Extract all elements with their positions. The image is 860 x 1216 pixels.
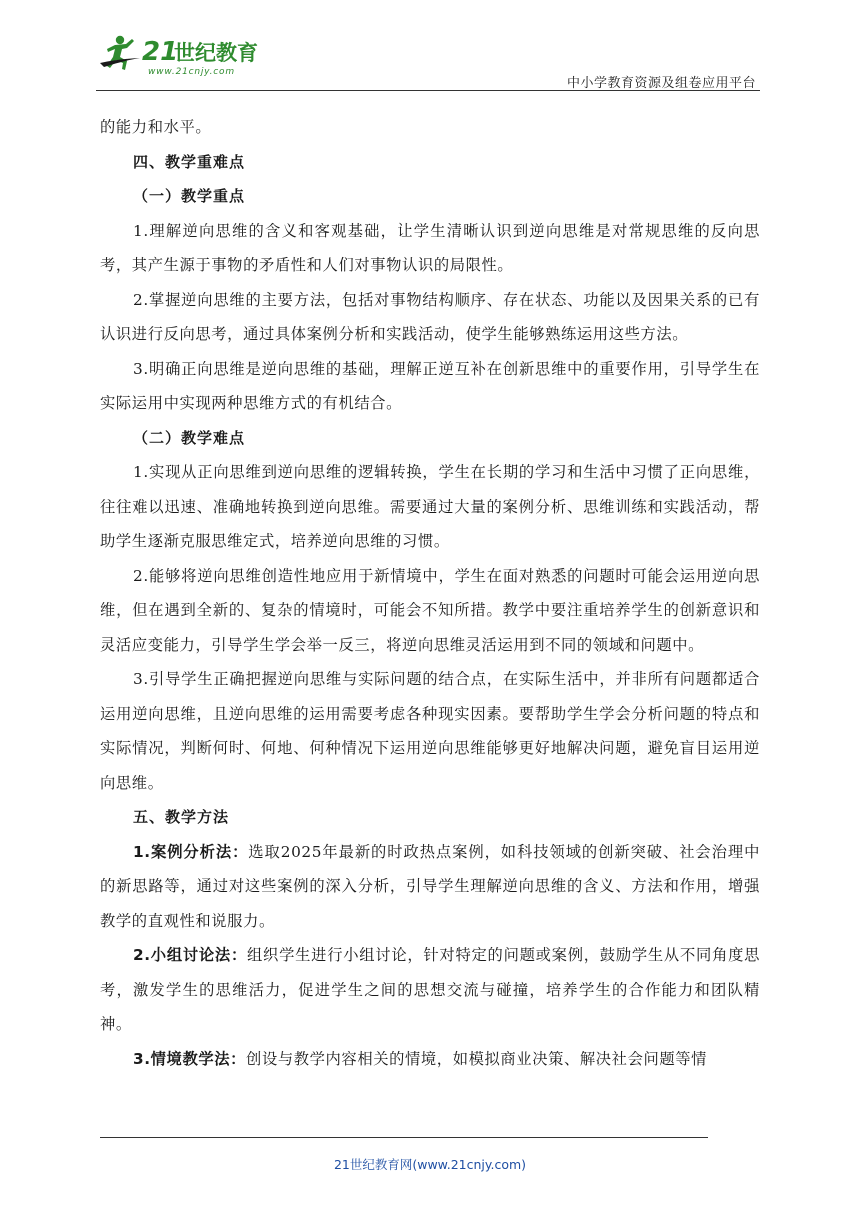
difficult-point-3: 3.引导学生正确把握逆向思维与实际问题的结合点，在实际生活中，并非所有问题都适合运用逆向思维，且逆向思维的运用需要考虑各种现实因素。要帮助学生学会分析问题的特点和实际情况，判断何时、何地、何种情况下运用逆向思维能够更好地解决问题，避免盲目运用逆向思维。 xyxy=(100,670,760,792)
section-heading-five: 五、教学方法 xyxy=(133,808,230,826)
paragraph-continuation: 的能力和水平。 xyxy=(100,118,212,136)
method-2 xyxy=(100,938,760,1042)
document-body xyxy=(100,110,760,1076)
difficult-point-2: 2.能够将逆向思维创造性地应用于新情境中，学生在面对熟悉的问题时可能会运用逆向思维，但在遇到全新的、复杂的情境时，可能会不知所措。教学中要注重培养学生的创新意识和灵活应变能力，引导学生学会举一反三，将逆向思维灵活运用到不同的领域和问题中。 xyxy=(100,566,760,654)
method-2-name: 2.小组讨论法： xyxy=(133,946,248,964)
svg-text:世纪教育: 世纪教育 xyxy=(174,41,258,65)
subheading-key-points: （一）教学重点 xyxy=(133,187,246,205)
key-point-1: 1.理解逆向思维的含义和客观基础，让学生清晰认识到逆向思维是对常规思维的反向思考，其产生源于事物的矛盾性和人们对事物认识的局限性。 xyxy=(100,221,760,274)
method-1 xyxy=(100,835,760,939)
subheading-difficult-points: （二）教学难点 xyxy=(133,428,246,447)
method-3 xyxy=(100,1042,760,1077)
method-1-name: 1.案例分析法： xyxy=(133,842,249,861)
method-2-text: 组织学生进行小组讨论，针对特定的问题或案例，鼓励学生从不同角度思考，激发学生的思维活力，促进学生之间的思想交流与碰撞，培养学生的合作能力和团队精神。 xyxy=(100,946,761,1033)
difficult-point-1: 1.实现从正向思维到逆向思维的逻辑转换，学生在长期的学习和生活中习惯了正向思维，往往难以迅速、准确地转换到逆向思维。需要通过大量的案例分析、思维训练和实践活动，帮助学生逐渐克服思维定式，培养逆向思维的习惯。 xyxy=(100,463,760,550)
footer-divider xyxy=(100,1137,708,1138)
method-1-text: 选取2025年最新的时政热点案例，如科技领域的创新突破、社会治理中的新思路等，通过对这些案例的深入分析，引导学生理解逆向思维的含义、方法和作用，增强教学的直观性和说服力。 xyxy=(100,842,760,930)
runner-logo-icon xyxy=(96,30,266,80)
key-point-3: 3.明确正向思维是逆向思维的基础，理解正逆互补在创新思维中的重要作用，引导学生在实际运用中实现两种思维方式的有机结合。 xyxy=(100,359,760,412)
method-3-name: 3.情境教学法： xyxy=(133,1049,247,1068)
svg-text:21: 21 xyxy=(142,37,179,67)
key-point-2: 2.掌握逆向思维的主要方法，包括对事物结构顺序、存在状态、功能以及因果关系的已有认识进行反向思考，通过具体案例分析和实践活动，使学生能够熟练运用这些方法。 xyxy=(100,290,760,343)
page-header xyxy=(96,30,760,90)
method-3-text: 创设与教学内容相关的情境，如模拟商业决策、解决社会问题等情 xyxy=(246,1049,708,1068)
svg-text:www.21cnjy.com: www.21cnjy.com xyxy=(148,67,235,77)
site-logo xyxy=(96,30,266,80)
header-divider xyxy=(96,90,760,91)
section-heading-four: 四、教学重难点 xyxy=(133,152,246,171)
footer-link[interactable]: 21世纪教育网(www.21cnjy.com) xyxy=(333,1157,527,1172)
platform-name: 中小学教育资源及组卷应用平台 xyxy=(566,76,756,91)
